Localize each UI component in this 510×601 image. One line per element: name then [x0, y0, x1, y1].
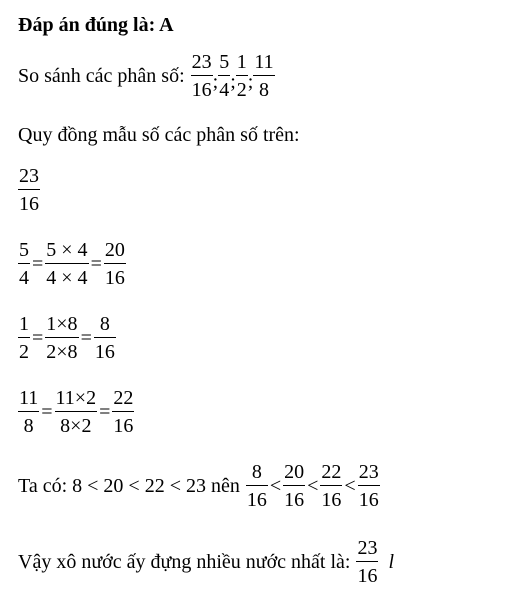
numerator: 5 × 4 — [46, 239, 88, 261]
compare-line — [18, 52, 275, 100]
fraction — [356, 538, 378, 586]
fraction — [45, 240, 88, 288]
equals-sign: = — [41, 400, 53, 423]
fraction — [45, 314, 78, 362]
unit-liter: l — [388, 550, 395, 573]
denominator: 4 × 4 — [46, 267, 88, 289]
less-than-sign: < — [269, 474, 282, 497]
denominator: 16 — [358, 489, 379, 511]
separator: ; — [247, 70, 254, 93]
answer-title — [18, 14, 174, 37]
conclusion-prefix: Ta có: 8 < 20 < 22 < 23 nên — [18, 474, 240, 497]
numerator: 1 — [236, 51, 247, 73]
numerator: 23 — [358, 461, 379, 483]
denominator: 16 — [321, 489, 342, 511]
denominator: 4 — [219, 79, 230, 101]
denominator: 16 — [357, 565, 378, 587]
fraction — [104, 240, 126, 288]
fraction — [320, 462, 342, 510]
fraction — [18, 314, 30, 362]
fraction — [218, 52, 230, 100]
numerator: 11 — [254, 51, 274, 73]
fraction — [253, 52, 274, 100]
final-answer-line — [18, 538, 394, 586]
numerator: 22 — [113, 387, 134, 409]
denominator: 16 — [191, 79, 212, 101]
fraction — [191, 52, 213, 100]
numerator: 23 — [191, 51, 212, 73]
step-3 — [18, 314, 116, 362]
numerator: 8 — [251, 461, 262, 483]
fraction — [236, 52, 248, 100]
separator: ; — [230, 70, 236, 93]
answer-title-text: Đáp án đúng là: A — [18, 14, 174, 36]
numerator: 5 — [19, 239, 29, 261]
common-denominator-label: Quy đồng mẫu số các phân số trên: — [18, 124, 300, 146]
fraction — [283, 462, 305, 510]
numerator: 1 — [19, 313, 29, 335]
less-than-sign: < — [307, 474, 319, 497]
common-denominator-line — [18, 124, 300, 147]
fraction — [94, 314, 116, 362]
fraction — [358, 462, 380, 510]
numerator: 5 — [219, 51, 230, 73]
denominator: 4 — [19, 267, 29, 289]
denominator: 8 — [258, 79, 269, 101]
numerator: 1×8 — [46, 313, 78, 335]
denominator: 2 — [236, 79, 247, 101]
final-answer-label: Vậy xô nước ấy đựng nhiều nước nhất là: — [18, 550, 351, 573]
numerator: 11×2 — [55, 387, 97, 409]
step-4 — [18, 388, 134, 436]
denominator: 8×2 — [60, 415, 92, 437]
fraction — [55, 388, 98, 436]
denominator: 16 — [246, 489, 267, 511]
denominator: 16 — [94, 341, 115, 363]
denominator: 16 — [113, 415, 134, 437]
equals-sign: = — [32, 326, 44, 349]
compare-label: So sánh các phân số: — [18, 64, 185, 87]
fraction — [18, 388, 39, 436]
equals-sign: = — [99, 400, 111, 423]
denominator: 2 — [19, 341, 29, 363]
fraction — [18, 166, 40, 214]
numerator: 23 — [357, 537, 378, 559]
equals-sign: = — [90, 252, 102, 275]
denominator: 16 — [19, 193, 39, 215]
equals-sign: = — [32, 252, 44, 275]
fraction — [18, 240, 30, 288]
numerator: 8 — [99, 313, 110, 335]
numerator: 11 — [19, 387, 39, 409]
numerator: 20 — [104, 239, 125, 261]
conclusion-line — [18, 462, 380, 510]
separator: ; — [212, 70, 219, 93]
equals-sign: = — [80, 326, 92, 349]
numerator: 23 — [19, 165, 39, 187]
step-1 — [18, 166, 40, 214]
denominator: 8 — [23, 415, 34, 437]
numerator: 20 — [284, 461, 305, 483]
step-2 — [18, 240, 126, 288]
denominator: 16 — [104, 267, 125, 289]
fraction — [112, 388, 134, 436]
denominator: 16 — [284, 489, 305, 511]
less-than-sign: < — [344, 474, 356, 497]
fraction — [246, 462, 268, 510]
numerator: 22 — [321, 461, 342, 483]
denominator: 2×8 — [46, 341, 78, 363]
